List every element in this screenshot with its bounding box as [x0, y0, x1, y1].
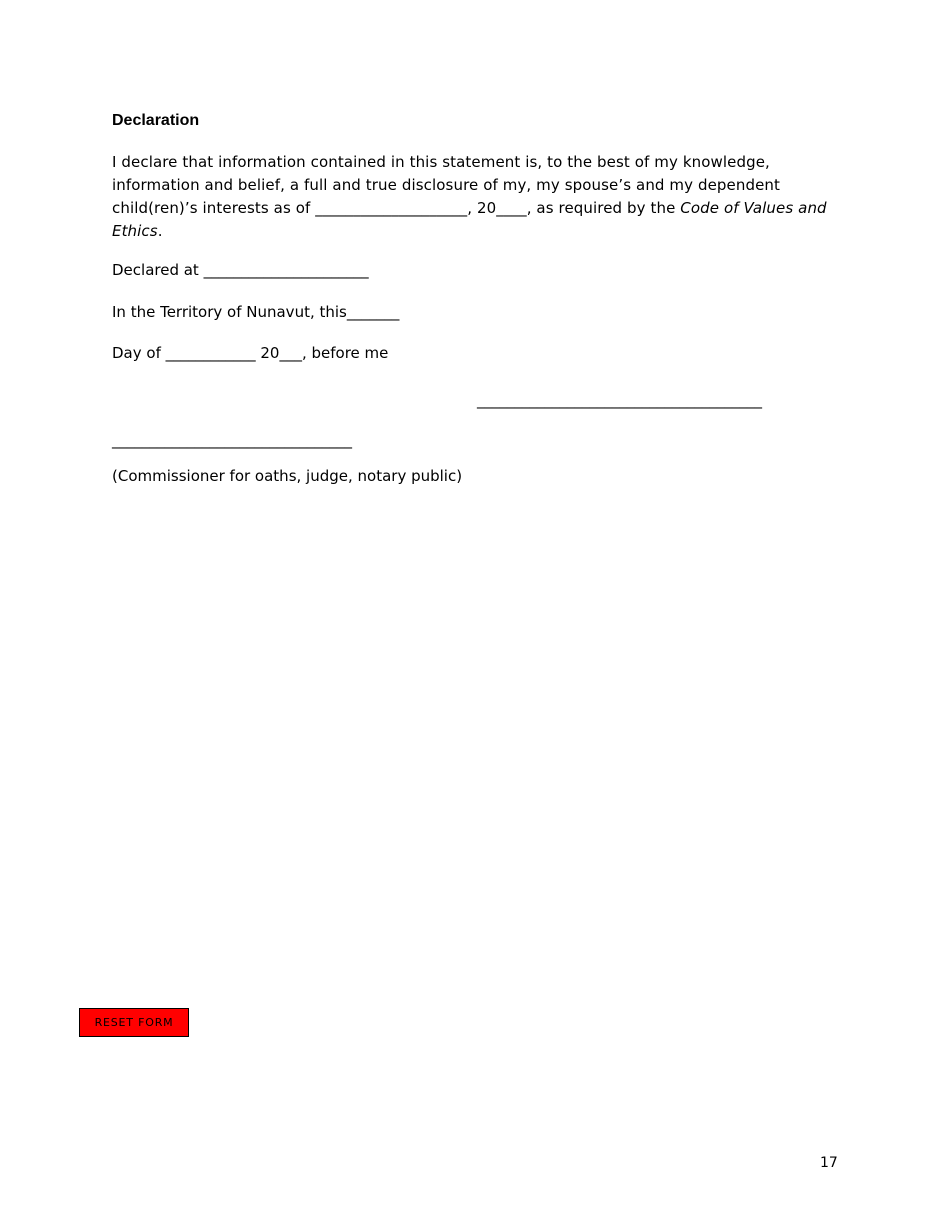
day-of-line: Day of ____________ 20___, before me [112, 344, 389, 362]
territory-line: In the Territory of Nunavut, this_______ [112, 303, 400, 321]
reset-form-button[interactable]: RESET FORM [79, 1008, 189, 1037]
declaration-heading: Declaration [112, 112, 200, 129]
page-number: 17 [820, 1155, 838, 1171]
commissioner-caption: (Commissioner for oaths, judge, notary public) [112, 467, 463, 485]
commissioner-signature-line: ________________________________ [112, 431, 352, 449]
declaration-period: . [157, 222, 163, 240]
code-of-values-title: Code of Values and Ethics [112, 199, 827, 240]
declared-at-line: Declared at ______________________ [112, 261, 369, 279]
declaration-text: I declare that information contained in this statement is, to the best of my knowledge, information and belief, a full and true disclosure of my, my spouse’s and my dependent child(ren)’s interests as of ____________________, 20____, as required by the [112, 153, 781, 217]
declaration-paragraph [112, 151, 837, 243]
declarant-signature-line: ______________________________________ [477, 391, 762, 409]
